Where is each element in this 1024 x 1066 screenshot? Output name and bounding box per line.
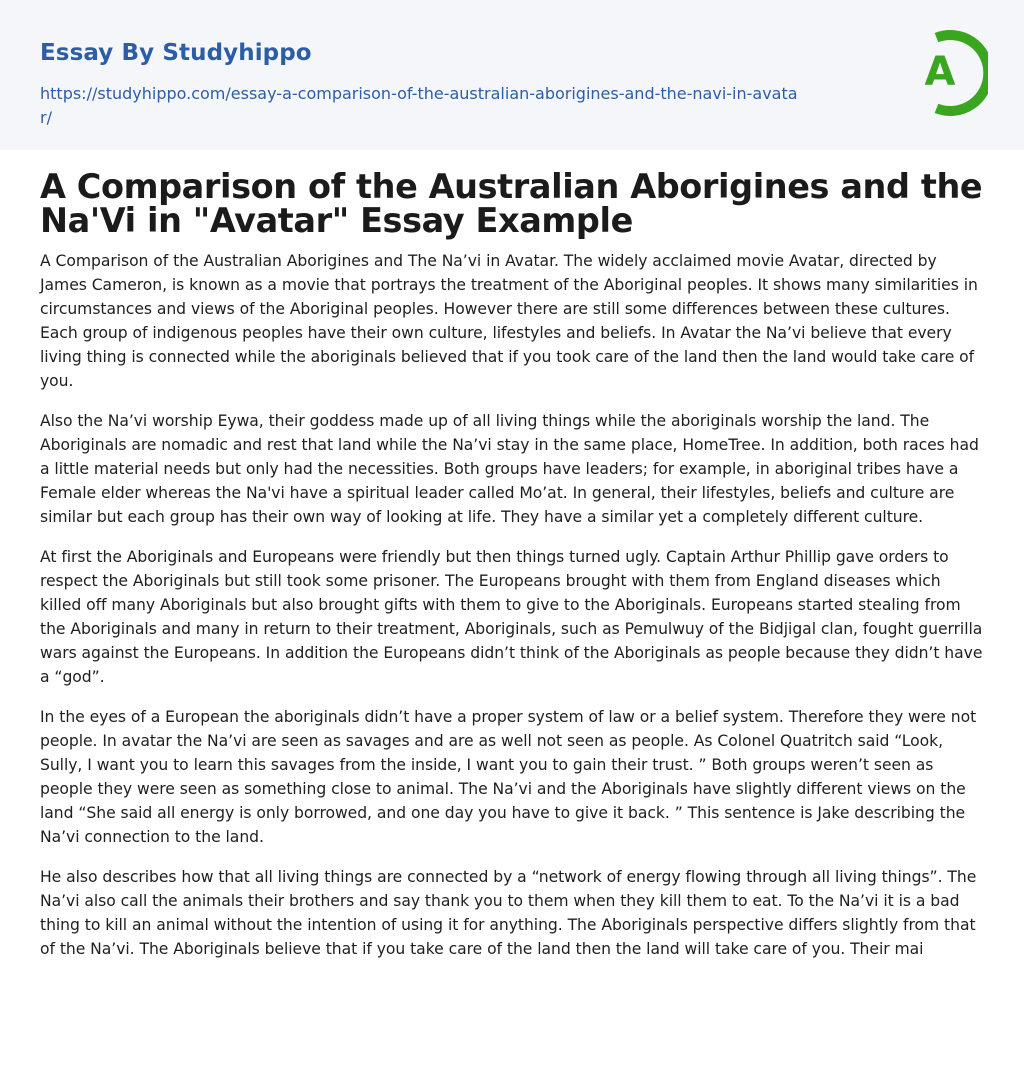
essay-paragraph: In the eyes of a European the aboriginals didn’t have a proper system of law or a belief system. Therefore they were not people. In avatar the Na’vi are seen as savages and are as well not seen as people. As Colonel Quatritch said “Look, Sully, I want you to learn this savages from the inside, I want you to gain their trust. ” Both groups weren’t seen as people they were seen as something close to animal. The Na’vi and the Aboriginals have slightly different views on the land “She said all energy is only borrowed, and one day you have to give it back. ” This sentence is Jake describing the Na’vi connection to the land. xyxy=(40,708,977,846)
essay-paragraph: A Comparison of the Australian Aborigines and The Na’vi in Avatar. The widely acclaimed movie Avatar, directed by James Cameron, is known as a movie that portrays the treatment of the Aboriginal peoples. It shows many similarities in circumstances and views of the Aboriginal peoples. However there are still some differences between these cultures. Each group of indigenous peoples have their own culture, lifestyles and beliefs. In Avatar the Na’vi believe that every living thing is connected while the aboriginals believed that if you took care of the land then the land would take care of you. xyxy=(40,252,978,390)
studyhippo-logo[interactable] xyxy=(908,28,988,116)
essay-paragraph: Also the Na’vi worship Eywa, their goddess made up of all living things while the aboriginals worship the land. The Aboriginals are nomadic and rest that land while the Na’vi stay in the same place, HomeTree. In addition, both races had a little material needs but only had the necessities. Both groups have leaders; for example, in aboriginal tribes have a Female elder whereas the Na'vi have a spiritual leader called Mo’at. In general, their lifestyles, beliefs and culture are similar but each group has their own way of looking at life. They have a similar yet a completely different culture. xyxy=(40,412,979,526)
source-url-link[interactable]: https://studyhippo.com/essay-a-comparison-of-the-australian-aborigines-and-the-navi-in-avatar/ xyxy=(40,84,798,127)
site-header xyxy=(0,0,1024,150)
essay-body xyxy=(40,249,985,977)
logo-letter: A xyxy=(924,49,956,95)
essay-paragraph: He also describes how that all living things are connected by a “network of energy flowing through all living things”. The Na’vi also call the animals their brothers and say thank you to them when they kill them to eat. To the Na’vi it is a bad thing to kill an animal without the intention of using it for anything. The Aboriginals perspective differs slightly from that of the Na’vi. The Aboriginals believe that if you take care of the land then the land will take care of you. Their mai xyxy=(40,868,977,958)
essay-paragraph: At first the Aboriginals and Europeans were friendly but then things turned ugly. Captain Arthur Phillip gave orders to respect the Aboriginals but still took some prisoner. The Europeans brought with them from England diseases which killed off many Aboriginals but also brought gifts with them to give to the Aboriginals. Europeans started stealing from the Aboriginals and many in return to their treatment, Aboriginals, such as Pemulwuy of the Bidjigal clan, fought guerrilla wars against the Europeans. In addition the Europeans didn’t think of the Aboriginals as people because they didn’t have a “god”. xyxy=(40,548,983,686)
logo-icon xyxy=(908,28,988,116)
site-brand[interactable]: Essay By Studyhippo xyxy=(40,40,312,66)
essay-title: A Comparison of the Australian Aborigines and the Na'Vi in "Avatar" Essay Example xyxy=(40,167,983,240)
